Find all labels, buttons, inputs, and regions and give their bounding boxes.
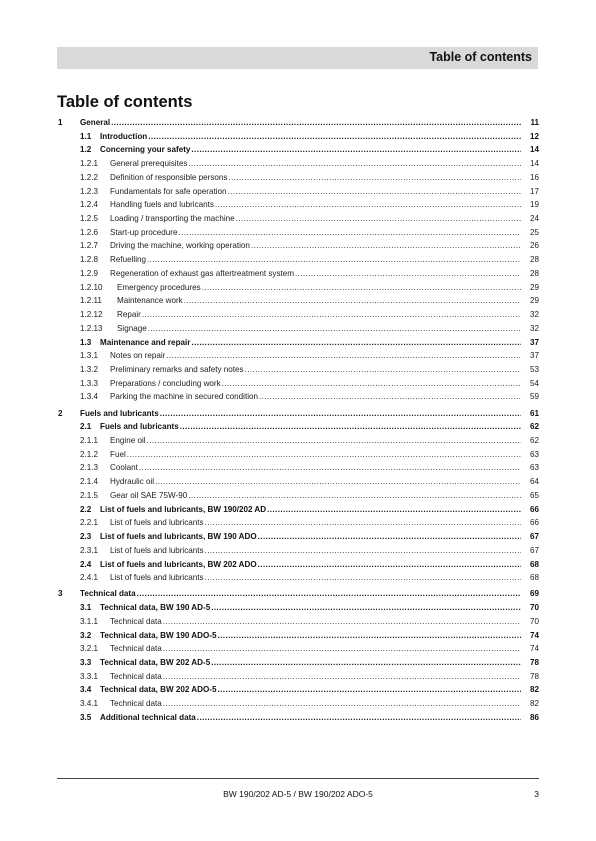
toc-entry-number: 3.4 (80, 685, 92, 695)
toc-entry-line (80, 226, 539, 240)
toc-entry-line (80, 198, 539, 212)
toc-entry-page: 61 (529, 408, 539, 418)
toc-dot-leader (222, 377, 521, 391)
toc-entry[interactable] (57, 629, 539, 643)
toc-entry-number: 2.1.5 (80, 490, 99, 500)
toc-entry-title: Additional technical data (100, 712, 196, 722)
toc-entry-title: Emergency procedures (117, 282, 201, 292)
toc-entry-number: 2.1.3 (80, 463, 99, 473)
toc-entry-number: 2.2.1 (80, 518, 99, 528)
toc-entry-page: 68 (529, 559, 539, 569)
toc-entry-line (80, 615, 539, 629)
toc-entry[interactable] (57, 390, 539, 404)
toc-entry-title: Gear oil SAE 75W-90 (110, 490, 188, 500)
toc-entry-number: 3.3.1 (80, 671, 99, 681)
toc-dot-leader (218, 683, 522, 697)
header-title: Table of contents (429, 50, 532, 64)
toc-entry-number: 1.3.3 (80, 378, 99, 388)
toc-entry-line (80, 322, 539, 336)
toc-dot-leader (155, 475, 521, 489)
toc-entry[interactable] (57, 363, 539, 377)
toc-entry-line (80, 116, 539, 130)
toc-entry-page: 82 (529, 699, 539, 709)
toc-entry-page: 66 (529, 518, 539, 528)
toc-entry-line (80, 571, 539, 585)
toc-entry-title: List of fuels and lubricants (110, 573, 204, 583)
toc-entry[interactable] (57, 185, 539, 199)
toc-entry-number: 3 (58, 589, 63, 599)
toc-entry[interactable] (57, 377, 539, 391)
toc-entry[interactable] (57, 281, 539, 295)
toc-entry-title: List of fuels and lubricants, BW 190 ADO (100, 532, 257, 542)
toc-entry-page: 29 (529, 296, 539, 306)
toc-entry-line (80, 475, 539, 489)
toc-entry-line (80, 267, 539, 281)
toc-entry[interactable] (57, 475, 539, 489)
toc-entry[interactable] (57, 489, 539, 503)
toc-entry-page: 68 (529, 573, 539, 583)
toc-entry-line (80, 157, 539, 171)
toc-entry[interactable] (57, 336, 539, 350)
toc-entry-line (80, 171, 539, 185)
toc-dot-leader (236, 212, 521, 226)
toc-entry[interactable] (57, 530, 539, 544)
toc-entry-number: 3.2 (80, 630, 92, 640)
toc-entry-title: Loading / transporting the machine (110, 214, 235, 224)
toc-dot-leader (160, 407, 521, 421)
toc-entry-page: 64 (529, 477, 539, 487)
toc-dot-leader (191, 143, 521, 157)
toc-entry-number: 1.2.4 (80, 200, 99, 210)
toc-entry-title: Technical data (110, 644, 162, 654)
toc-entry-page: 53 (529, 364, 539, 374)
toc-entry-line (80, 461, 539, 475)
toc-entry-line (80, 642, 539, 656)
toc-entry-page: 24 (529, 214, 539, 224)
toc-dot-leader (184, 294, 521, 308)
toc-dot-leader (163, 642, 521, 656)
toc-entry[interactable] (57, 544, 539, 558)
toc-entry-page: 54 (529, 378, 539, 388)
toc-entry-line (80, 308, 539, 322)
toc-dot-leader (258, 558, 521, 572)
toc-entry-page: 74 (529, 644, 539, 654)
toc-entry[interactable] (57, 656, 539, 670)
toc-entry[interactable] (57, 420, 539, 434)
toc-entry-line (80, 212, 539, 226)
toc-entry-title: Handling fuels and lubricants (110, 200, 214, 210)
toc-entry-line (80, 130, 539, 144)
toc-entry[interactable] (57, 253, 539, 267)
toc-entry-title: General (80, 118, 111, 127)
toc-dot-leader (163, 670, 521, 684)
toc-entry-page: 37 (529, 351, 539, 361)
toc-entry-title: Technical data (110, 699, 162, 709)
toc-entry-line (80, 670, 539, 684)
toc-entry-page: 70 (529, 603, 539, 613)
toc-dot-leader (197, 711, 521, 725)
toc-entry-number: 1.2.9 (80, 268, 99, 278)
toc-entry-page: 14 (529, 159, 539, 169)
toc-entry-number: 1.2.10 (80, 282, 103, 292)
footer-model-text: BW 190/202 AD-5 / BW 190/202 ADO-5 (223, 789, 373, 799)
toc-entry-page: 16 (529, 172, 539, 182)
toc-entry[interactable] (57, 448, 539, 462)
toc-entry[interactable] (57, 349, 539, 363)
toc-entry-number: 1.2.5 (80, 214, 99, 224)
toc-entry-title: Engine oil (110, 436, 146, 446)
toc-entry-page: 67 (529, 545, 539, 555)
toc-entry-number: 1.3.4 (80, 392, 99, 402)
toc-entry[interactable] (57, 130, 539, 144)
toc-entry-line (80, 503, 539, 517)
toc-dot-leader (202, 281, 521, 295)
toc-dot-leader (205, 544, 521, 558)
page-number: 3 (534, 789, 539, 799)
toc-entry-number: 1.2.11 (80, 296, 102, 306)
toc-entry[interactable] (57, 587, 539, 601)
toc-dot-leader (188, 157, 521, 171)
toc-entry[interactable] (57, 407, 539, 421)
toc-entry-line (80, 601, 539, 615)
toc-entry-line (80, 377, 539, 391)
toc-entry-line (80, 697, 539, 711)
toc-dot-leader (148, 130, 521, 144)
toc-entry-page: 32 (529, 310, 539, 320)
toc-entry-page: 63 (529, 463, 539, 473)
toc-dot-leader (211, 601, 521, 615)
toc-entry-number: 1 (58, 118, 63, 127)
toc-entry-line (80, 143, 539, 157)
toc-entry-number: 2.1 (80, 422, 92, 432)
toc-dot-leader (111, 116, 521, 130)
toc-dot-leader (205, 571, 521, 585)
toc-entry-title: Introduction (100, 131, 148, 141)
toc-entry-number: 3.3 (80, 658, 92, 668)
toc-dot-leader (147, 434, 521, 448)
toc-entry-page: 65 (529, 490, 539, 500)
toc-dot-leader (259, 390, 521, 404)
toc-entry[interactable] (57, 697, 539, 711)
toc-entry-number: 2.1.1 (80, 436, 99, 446)
toc-dot-leader (142, 308, 521, 322)
toc-entry-page: 74 (529, 630, 539, 640)
toc-entry-title: General prerequisites (110, 159, 188, 169)
toc-dot-leader (191, 336, 521, 350)
page-title: Table of contents (57, 93, 193, 111)
toc-entry-number: 1.2.3 (80, 186, 99, 196)
footer-divider (57, 778, 539, 779)
toc-entry-title: Start-up procedure (110, 227, 178, 237)
toc-entry[interactable] (57, 116, 539, 130)
toc-entry[interactable] (57, 571, 539, 585)
toc-entry-line (80, 587, 539, 601)
toc-dot-leader (228, 171, 521, 185)
toc-entry[interactable] (57, 601, 539, 615)
toc-entry-title: Technical data, BW 190 AD-5 (100, 603, 211, 613)
toc-entry-line (80, 336, 539, 350)
toc-entry-page: 62 (529, 422, 539, 432)
toc-entry-number: 1.2.7 (80, 241, 99, 251)
toc-dot-leader (137, 587, 521, 601)
toc-entry[interactable] (57, 226, 539, 240)
toc-entry-title: Coolant (110, 463, 138, 473)
toc-entry-title: Fuels and lubricants (100, 422, 179, 432)
toc-entry-number: 1.3.1 (80, 351, 99, 361)
toc-entry[interactable] (57, 642, 539, 656)
toc-entry[interactable] (57, 294, 539, 308)
toc-entry-title: Fundamentals for safe operation (110, 186, 227, 196)
toc-entry-number: 3.2.1 (80, 644, 99, 654)
toc-entry-line (80, 281, 539, 295)
toc-dot-leader (166, 349, 521, 363)
toc-entry-number: 3.1 (80, 603, 92, 613)
toc-dot-leader (205, 516, 521, 530)
toc-entry-line (80, 390, 539, 404)
toc-entry-title: List of fuels and lubricants, BW 202 ADO (100, 559, 257, 569)
toc-dot-leader (147, 253, 521, 267)
toc-entry-title: Preparations / concluding work (110, 378, 221, 388)
toc-entry[interactable] (57, 683, 539, 697)
toc-entry-title: Hydraulic oil (110, 477, 155, 487)
toc-entry-number: 2 (58, 408, 63, 418)
toc-entry-number: 2.1.2 (80, 449, 99, 459)
toc-dot-leader (179, 226, 522, 240)
toc-entry-title: Fuel (110, 449, 126, 459)
toc-entry-page: 25 (529, 227, 539, 237)
toc-entry[interactable] (57, 171, 539, 185)
toc-entry-title: Technical data (110, 671, 162, 681)
toc-entry-title: Technical data (110, 616, 162, 626)
toc-entry[interactable] (57, 503, 539, 517)
toc-entry-page: 14 (529, 145, 539, 155)
toc-entry-number: 1.2.1 (80, 159, 99, 169)
toc-entry-title: Maintenance work (117, 296, 183, 306)
toc-entry-title: List of fuels and lubricants, BW 190/202 AD (100, 504, 267, 514)
toc-dot-leader (180, 420, 521, 434)
toc-entry-title: List of fuels and lubricants (110, 545, 204, 555)
toc-entry-number: 3.1.1 (80, 616, 99, 626)
toc-entry-line (80, 407, 539, 421)
toc-entry-page: 17 (529, 186, 539, 196)
toc-entry[interactable] (57, 615, 539, 629)
toc-dot-leader (127, 448, 521, 462)
toc-entry-title: Technical data, BW 202 ADO-5 (100, 685, 217, 695)
toc-entry-number: 2.4 (80, 559, 92, 569)
toc-entry-page: 63 (529, 449, 539, 459)
toc-entry-page: 67 (529, 532, 539, 542)
toc-entry-number: 3.4.1 (80, 699, 99, 709)
toc-entry-line (80, 363, 539, 377)
toc-entry-title: Fuels and lubricants (80, 408, 159, 418)
toc-entry-number: 3.5 (80, 712, 92, 722)
toc-entry-page: 62 (529, 436, 539, 446)
toc-entry-page: 28 (529, 255, 539, 265)
toc-entry-line (80, 558, 539, 572)
toc-entry-number: 1.2 (80, 145, 92, 155)
toc-dot-leader (163, 697, 521, 711)
toc-entry-number: 2.1.4 (80, 477, 99, 487)
toc-entry-line (80, 349, 539, 363)
toc-entry-page: 28 (529, 268, 539, 278)
toc-entry[interactable] (57, 516, 539, 530)
header-band (57, 47, 538, 69)
toc-entry-line (80, 420, 539, 434)
toc-entry-page: 37 (529, 337, 539, 347)
toc-dot-leader (218, 629, 522, 643)
toc-entry[interactable] (57, 308, 539, 322)
toc-entry-number: 2.3 (80, 532, 92, 542)
toc-entry[interactable] (57, 143, 539, 157)
toc-entry-line (80, 434, 539, 448)
toc-entry-title: Signage (117, 323, 147, 333)
toc-dot-leader (251, 239, 521, 253)
toc-entry-line (80, 253, 539, 267)
toc-entry-title: Definition of responsible persons (110, 172, 228, 182)
toc-entry[interactable] (57, 434, 539, 448)
toc-entry-title: Preliminary remarks and safety notes (110, 364, 244, 374)
toc-dot-leader (258, 530, 521, 544)
toc-entry-page: 19 (529, 200, 539, 210)
toc-entry-number: 1.3 (80, 337, 92, 347)
toc-entry-line (80, 516, 539, 530)
toc-entry-number: 1.1 (80, 131, 92, 141)
toc-entry-page: 12 (529, 131, 539, 141)
toc-entry-page: 29 (529, 282, 539, 292)
toc-entry-page: 32 (529, 323, 539, 333)
toc-entry-number: 1.2.12 (80, 310, 103, 320)
toc-entry-number: 1.2.13 (80, 323, 103, 333)
toc-dot-leader (188, 489, 521, 503)
toc-entry-page: 78 (529, 671, 539, 681)
toc-entry-title: Driving the machine, working operation (110, 241, 250, 251)
toc-dot-leader (139, 461, 521, 475)
toc-entry[interactable] (57, 558, 539, 572)
toc-entry-title: Maintenance and repair (100, 337, 191, 347)
toc-entry-line (80, 448, 539, 462)
toc-entry-number: 1.2.8 (80, 255, 99, 265)
toc-entry-page: 66 (529, 504, 539, 514)
toc-entry-title: Concerning your safety (100, 145, 191, 155)
toc-entry[interactable] (57, 322, 539, 336)
toc-entry-number: 1.2.6 (80, 227, 99, 237)
toc-dot-leader (228, 185, 521, 199)
toc-dot-leader (211, 656, 521, 670)
toc-entry-line (80, 530, 539, 544)
toc-dot-leader (267, 503, 521, 517)
toc-entry[interactable] (57, 212, 539, 226)
toc-entry-title: Repair (117, 310, 141, 320)
toc-entry-title: List of fuels and lubricants (110, 518, 204, 528)
toc-entry-line (80, 683, 539, 697)
toc-entry-page: 70 (529, 616, 539, 626)
toc-entry-line (80, 294, 539, 308)
toc-entry-number: 2.4.1 (80, 573, 99, 583)
toc-entry[interactable] (57, 711, 539, 725)
toc-entry-title: Regeneration of exhaust gas aftertreatment system (110, 268, 295, 278)
toc-entry[interactable] (57, 461, 539, 475)
toc-entry-page: 11 (530, 118, 539, 127)
toc-entry-title: Notes on repair (110, 351, 166, 361)
toc-entry-number: 1.3.2 (80, 364, 99, 374)
table-of-contents (57, 116, 539, 725)
toc-entry-page: 69 (529, 589, 539, 599)
toc-entry-line (80, 656, 539, 670)
toc-entry-line (80, 711, 539, 725)
toc-entry-title: Technical data, BW 190 ADO-5 (100, 630, 217, 640)
toc-entry-title: Technical data, BW 202 AD-5 (100, 658, 211, 668)
toc-entry-line (80, 489, 539, 503)
toc-dot-leader (215, 198, 521, 212)
toc-entry-title: Parking the machine in secured condition (110, 392, 259, 402)
toc-dot-leader (295, 267, 521, 281)
toc-entry-title: Technical data (80, 589, 136, 599)
toc-entry-line (80, 185, 539, 199)
toc-entry-page: 82 (529, 685, 539, 695)
toc-entry-number: 1.2.2 (80, 172, 99, 182)
toc-entry[interactable] (57, 267, 539, 281)
toc-entry-title: Refuelling (110, 255, 146, 265)
toc-entry[interactable] (57, 198, 539, 212)
toc-entry[interactable] (57, 157, 539, 171)
toc-entry[interactable] (57, 670, 539, 684)
toc-dot-leader (163, 615, 521, 629)
toc-entry-page: 59 (529, 392, 539, 402)
toc-entry-line (80, 544, 539, 558)
toc-entry-line (80, 239, 539, 253)
toc-entry-page: 78 (529, 658, 539, 668)
toc-entry[interactable] (57, 239, 539, 253)
toc-entry-number: 2.3.1 (80, 545, 99, 555)
toc-entry-page: 86 (529, 712, 539, 722)
toc-entry-number: 2.2 (80, 504, 92, 514)
toc-entry-page: 26 (529, 241, 539, 251)
toc-dot-leader (245, 363, 521, 377)
toc-entry-line (80, 629, 539, 643)
toc-dot-leader (148, 322, 521, 336)
